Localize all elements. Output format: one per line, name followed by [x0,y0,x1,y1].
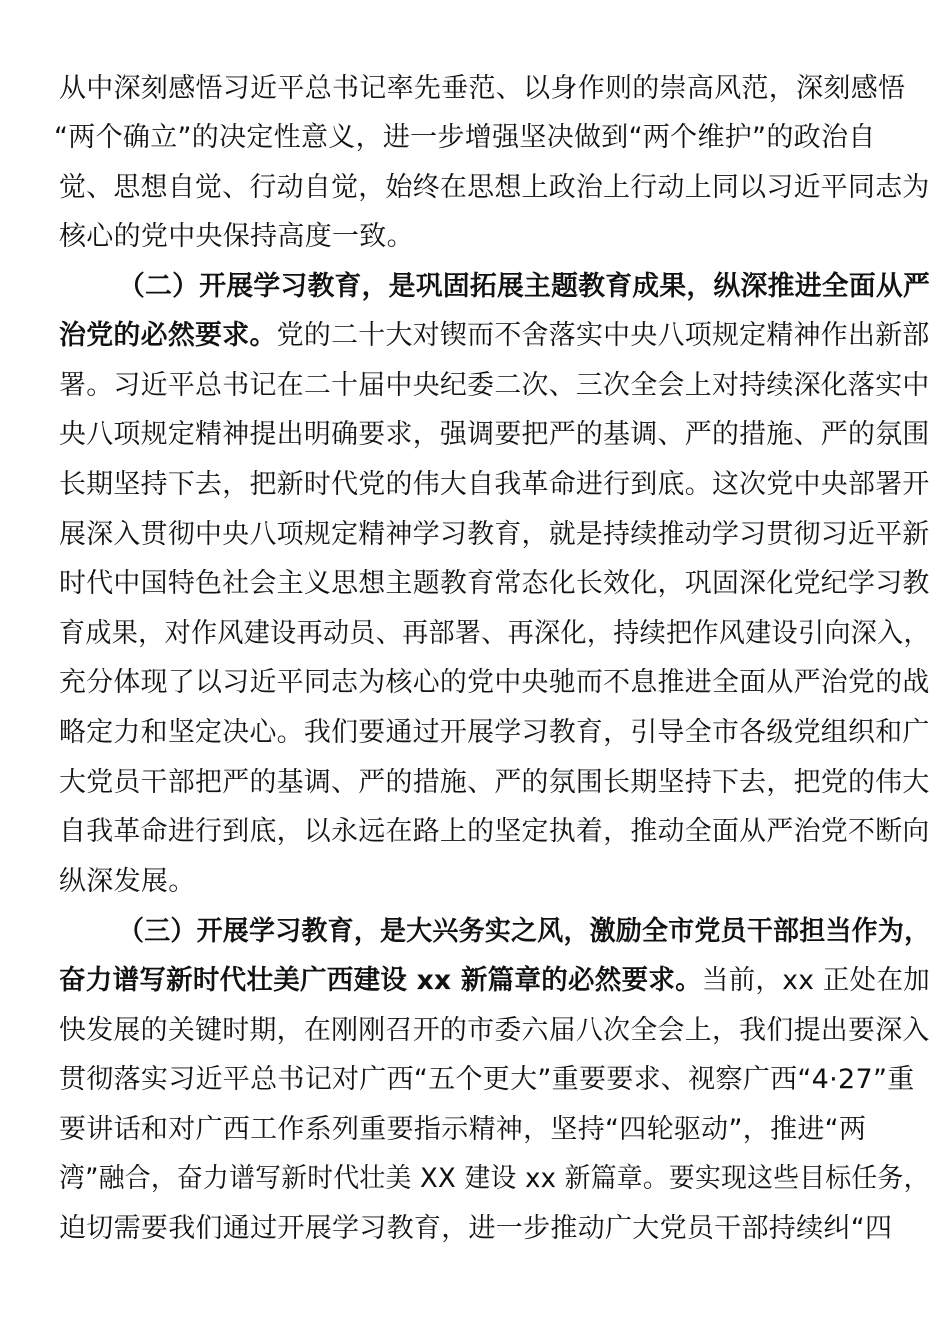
section-heading-2-end: 治党的必然要求。 [59,320,277,351]
body-text-line: 要讲话和对广西工作系列重要指示精神，坚持“四轮驱动”，推进“两 [59,1114,867,1145]
body-text-line: 从中深刻感悟习近平总书记率先垂范、以身作则的崇高风范，深刻感悟 [59,73,906,104]
body-text-line: “两个确立”的决定性意义，进一步增强坚决做到“两个维护”的政治自 [54,122,876,153]
body-text-line: 展深入贯彻中央八项规定精神学习教育，就是持续推动学习贯彻习近平新 [59,519,930,550]
mixed-text-line [59,963,930,999]
body-text-line: 时代中国特色社会主义思想主题教育常态化长效化，巩固深化党纪学习教 [59,568,930,599]
body-text-line: 自我革命进行到底，以永远在路上的坚定执着，推动全面从严治党不断向 [59,816,930,847]
body-text-line: 核心的党中央保持高度一致。 [59,221,414,252]
body-text-line: 快发展的关键时期，在刚刚召开的市委六届八次全会上，我们提出要深入 [59,1015,930,1046]
body-text-line: 央八项规定精神提出明确要求，强调要把严的基调、严的措施、严的氛围 [59,419,930,450]
body-text-line: 长期坚持下去，把新时代党的伟大自我革命进行到底。这次党中央部署开 [59,469,930,500]
section-heading-3-end: 奋力谱写新时代壮美广西建设 xx 新篇章的必然要求。 [59,965,702,996]
section-heading-2: （二）开展学习教育，是巩固拓展主题教育成果，纵深推进全面从严 [118,271,931,302]
body-text-line: 迫切需要我们通过开展学习教育，进一步推动广大党员干部持续纠“四 [59,1213,893,1244]
mixed-text-line [59,318,930,354]
body-text-line: 育成果，对作风建设再动员、再部署、再深化，持续把作风建设引向深入， [59,618,930,649]
body-text-line: 贯彻落实习近平总书记对广西“五个更大”重要要求、视察广西“4·27”重 [59,1064,915,1095]
section-heading-3: （三）开展学习教育，是大兴务实之风，激励全市党员干部担当作为， [118,916,931,947]
body-text-line: 湾”融合，奋力谱写新时代壮美 XX 建设 xx 新篇章。要实现这些目标任务， [59,1163,930,1194]
body-text-line: 纵深发展。 [59,866,196,897]
body-text-line: 大党员干部把严的基调、严的措施、严的氛围长期坚持下去，把党的伟大 [59,767,930,798]
body-text-line: 略定力和坚定决心。我们要通过开展学习教育，引导全市各级党组织和广 [59,717,930,748]
body-text-line: 署。习近平总书记在二十届中央纪委二次、三次全会上对持续深化落实中 [59,370,930,401]
body-text-line: 充分体现了以习近平同志为核心的党中央驰而不息推进全面从严治党的战 [59,667,930,698]
body-text-line: 觉、思想自觉、行动自觉，始终在思想上政治上行动上同以习近平同志为 [59,172,930,203]
body-text-span: 党的二十大对锲而不舍落实中央八项规定精神作出新部 [276,320,930,351]
body-text-span: 当前，xx 正处在加 [701,965,931,996]
